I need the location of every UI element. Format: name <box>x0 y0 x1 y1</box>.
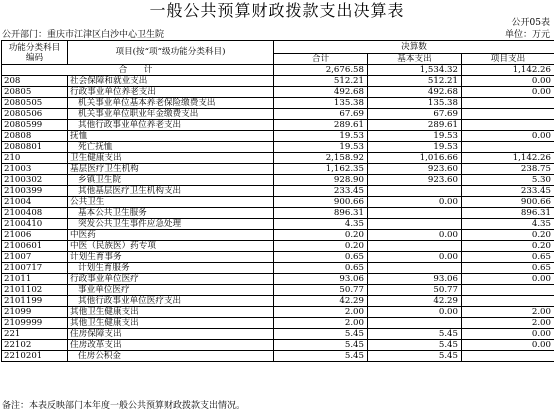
row-basic: 67.69 <box>368 109 462 120</box>
row-project: 2.00 <box>462 318 554 329</box>
table-row <box>2 186 554 197</box>
row-name: 中医药 <box>68 230 274 241</box>
row-project: 1,142.26 <box>462 153 554 164</box>
row-total: 0.20 <box>274 241 368 252</box>
row-basic: 0.00 <box>368 252 462 263</box>
row-code: 2210201 <box>2 351 68 362</box>
row-name: 死亡抚恤 <box>68 142 274 153</box>
table-body <box>2 65 554 362</box>
row-total: 5.45 <box>274 351 368 362</box>
total-project: 1,142.26 <box>462 65 554 76</box>
row-total: 233.45 <box>274 186 368 197</box>
table-row <box>2 175 554 186</box>
row-code: 21099 <box>2 307 68 318</box>
table-row <box>2 329 554 340</box>
row-total: 0.20 <box>274 230 368 241</box>
row-name: 其他行政事业单位养老支出 <box>68 120 274 131</box>
row-total: 2,158.92 <box>274 153 368 164</box>
row-basic <box>368 219 462 230</box>
row-project: 238.75 <box>462 164 554 175</box>
row-project <box>462 98 554 109</box>
table-row <box>2 153 554 164</box>
row-code: 210 <box>2 153 68 164</box>
row-basic: 5.45 <box>368 329 462 340</box>
table-row <box>2 252 554 263</box>
table-row <box>2 307 554 318</box>
row-basic: 512.21 <box>368 76 462 87</box>
total-row <box>2 65 554 76</box>
table-row <box>2 285 554 296</box>
row-project: 0.20 <box>462 230 554 241</box>
row-basic: 492.68 <box>368 87 462 98</box>
row-name: 住房保障支出 <box>68 329 274 340</box>
row-total: 135.38 <box>274 98 368 109</box>
row-basic <box>368 263 462 274</box>
expenditure-table <box>1 40 554 362</box>
row-basic <box>368 186 462 197</box>
table-row <box>2 197 554 208</box>
row-code: 2101102 <box>2 285 68 296</box>
row-total: 1,162.35 <box>274 164 368 175</box>
row-code: 2100399 <box>2 186 68 197</box>
row-code: 2080801 <box>2 142 68 153</box>
row-name: 其他行政事业单位医疗支出 <box>68 296 274 307</box>
row-basic: 135.38 <box>368 98 462 109</box>
row-name: 社会保障和就业支出 <box>68 76 274 87</box>
row-project <box>462 285 554 296</box>
row-basic: 0.00 <box>368 230 462 241</box>
table-row <box>2 142 554 153</box>
table-row <box>2 340 554 351</box>
table-row <box>2 230 554 241</box>
row-code: 2080505 <box>2 98 68 109</box>
table-row <box>2 120 554 131</box>
row-basic: 93.06 <box>368 274 462 285</box>
header-total: 合计 <box>274 54 368 65</box>
row-basic: 0.00 <box>368 307 462 318</box>
row-basic: 19.53 <box>368 142 462 153</box>
header-code-line1: 功能分类科目 <box>8 42 61 53</box>
row-code: 208 <box>2 76 68 87</box>
table-row <box>2 208 554 219</box>
row-name: 行政事业单位养老支出 <box>68 87 274 98</box>
row-basic: 923.60 <box>368 164 462 175</box>
row-total: 2.00 <box>274 307 368 318</box>
row-basic: 19.53 <box>368 131 462 142</box>
total-label: 合 计 <box>2 65 274 76</box>
row-code: 22102 <box>2 340 68 351</box>
row-project: 2.00 <box>462 307 554 318</box>
row-name: 计划生育服务 <box>68 263 274 274</box>
row-code: 20808 <box>2 131 68 142</box>
row-project <box>462 296 554 307</box>
row-code: 2109999 <box>2 318 68 329</box>
table-row <box>2 296 554 307</box>
row-basic <box>368 208 462 219</box>
row-total: 928.90 <box>274 175 368 186</box>
row-name: 突发公共卫生事件应急处理 <box>68 219 274 230</box>
table-row <box>2 131 554 142</box>
row-code: 2100408 <box>2 208 68 219</box>
row-total: 2.00 <box>274 318 368 329</box>
row-name: 卫生健康支出 <box>68 153 274 164</box>
row-code: 21004 <box>2 197 68 208</box>
row-code: 21007 <box>2 252 68 263</box>
row-project: 0.00 <box>462 329 554 340</box>
row-basic <box>368 241 462 252</box>
department-label: 公开部门：重庆市江津区白沙中心卫生院 <box>2 30 165 40</box>
row-project: 0.00 <box>462 274 554 285</box>
row-total: 42.29 <box>274 296 368 307</box>
row-name: 中医（民族医）药专项 <box>68 241 274 252</box>
row-project <box>462 351 554 362</box>
row-name: 事业单位医疗 <box>68 285 274 296</box>
header-code-line2: 编码 <box>25 52 44 63</box>
row-total: 492.68 <box>274 87 368 98</box>
row-total: 289.61 <box>274 120 368 131</box>
row-basic: 0.00 <box>368 197 462 208</box>
header-basic: 基本支出 <box>368 54 462 65</box>
row-project: 900.66 <box>462 197 554 208</box>
row-project <box>462 120 554 131</box>
row-total: 4.35 <box>274 219 368 230</box>
row-name: 住房公积金 <box>68 351 274 362</box>
table-row <box>2 274 554 285</box>
row-basic: 5.45 <box>368 351 462 362</box>
row-basic: 1,016.66 <box>368 153 462 164</box>
row-project: 4.35 <box>462 219 554 230</box>
row-project: 0.65 <box>462 263 554 274</box>
row-project: 0.00 <box>462 340 554 351</box>
row-name: 其他卫生健康支出 <box>68 318 274 329</box>
row-total: 0.65 <box>274 252 368 263</box>
row-total: 896.31 <box>274 208 368 219</box>
row-name: 抚恤 <box>68 131 274 142</box>
row-total: 19.53 <box>274 142 368 153</box>
row-code: 21003 <box>2 164 68 175</box>
row-code: 2100717 <box>2 263 68 274</box>
row-name: 住房改革支出 <box>68 340 274 351</box>
row-total: 900.66 <box>274 197 368 208</box>
footnote: 备注：本表反映部门本年度一般公共预算财政拨款支出情况。 <box>2 401 246 411</box>
total-basic: 1,534.32 <box>368 65 462 76</box>
row-project <box>462 109 554 120</box>
row-name: 公共卫生 <box>68 197 274 208</box>
table-row <box>2 76 554 87</box>
table-row <box>2 263 554 274</box>
row-basic: 289.61 <box>368 120 462 131</box>
header-group: 决算数 <box>274 41 554 54</box>
row-total: 5.45 <box>274 340 368 351</box>
row-total: 93.06 <box>274 274 368 285</box>
table-row <box>2 351 554 362</box>
row-project: 0.00 <box>462 131 554 142</box>
table-row <box>2 318 554 329</box>
header-name: 项目(按“项”级功能分类科目) <box>68 41 274 65</box>
unit-label: 单位：万元 <box>504 30 550 40</box>
row-project: 896.31 <box>462 208 554 219</box>
row-project <box>462 142 554 153</box>
row-code: 20805 <box>2 87 68 98</box>
row-code: 21011 <box>2 274 68 285</box>
row-name: 基本公共卫生服务 <box>68 208 274 219</box>
row-basic: 42.29 <box>368 296 462 307</box>
row-project: 0.65 <box>462 252 554 263</box>
row-name: 机关事业单位基本养老保险缴费支出 <box>68 98 274 109</box>
row-name: 其他基层医疗卫生机构支出 <box>68 186 274 197</box>
table-row <box>2 87 554 98</box>
table-row <box>2 164 554 175</box>
table-row <box>2 98 554 109</box>
row-name: 行政事业单位医疗 <box>68 274 274 285</box>
row-name: 计划生育事务 <box>68 252 274 263</box>
row-name: 基层医疗卫生机构 <box>68 164 274 175</box>
total-total: 2,676.58 <box>274 65 368 76</box>
table-row <box>2 219 554 230</box>
row-code: 21006 <box>2 230 68 241</box>
row-code: 221 <box>2 329 68 340</box>
table-row <box>2 109 554 120</box>
row-basic: 5.45 <box>368 340 462 351</box>
row-code: 2080506 <box>2 109 68 120</box>
row-name: 机关事业单位职业年金缴费支出 <box>68 109 274 120</box>
row-total: 0.65 <box>274 263 368 274</box>
row-basic: 923.60 <box>368 175 462 186</box>
header-code <box>2 41 68 65</box>
row-name: 其他卫生健康支出 <box>68 307 274 318</box>
header-project: 项目支出 <box>462 54 554 65</box>
row-project: 0.20 <box>462 241 554 252</box>
row-basic <box>368 318 462 329</box>
row-total: 512.21 <box>274 76 368 87</box>
row-total: 50.77 <box>274 285 368 296</box>
row-project: 233.45 <box>462 186 554 197</box>
page-title: 一般公共预算财政拨款支出决算表 <box>149 1 405 20</box>
row-project: 0.00 <box>462 76 554 87</box>
row-basic: 50.77 <box>368 285 462 296</box>
row-code: 2080599 <box>2 120 68 131</box>
row-name: 乡镇卫生院 <box>68 175 274 186</box>
row-total: 5.45 <box>274 329 368 340</box>
row-code: 2100302 <box>2 175 68 186</box>
row-project: 0.00 <box>462 87 554 98</box>
row-total: 19.53 <box>274 131 368 142</box>
row-code: 2100410 <box>2 219 68 230</box>
row-code: 2100601 <box>2 241 68 252</box>
row-project: 5.30 <box>462 175 554 186</box>
row-total: 67.69 <box>274 109 368 120</box>
doc-number: 公开05表 <box>511 18 550 28</box>
row-code: 2101199 <box>2 296 68 307</box>
table-row <box>2 241 554 252</box>
